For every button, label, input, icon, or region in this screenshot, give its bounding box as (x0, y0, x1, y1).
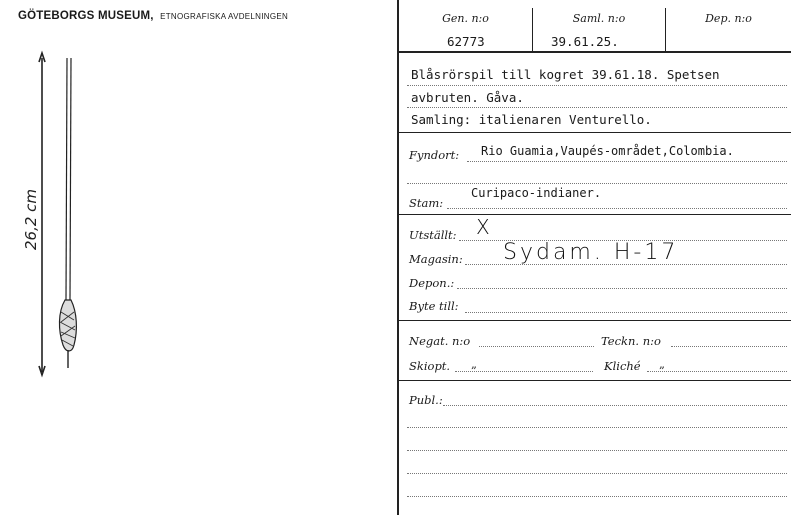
dart-shaft-left (66, 58, 67, 300)
magasin-label: Magasin: (409, 252, 463, 266)
dotted-rule (407, 473, 787, 474)
magasin-value: Sydam. H-17 (503, 240, 679, 265)
dotted-rule (447, 208, 787, 209)
museum-name: GÖTEBORGS MUSEUM, (18, 10, 154, 22)
dotted-rule (671, 346, 787, 347)
utstallt-label: Utställt: (409, 228, 457, 242)
dotted-rule (465, 312, 787, 313)
dotted-rule (407, 183, 787, 184)
kliche-ditto-mark: „ (659, 357, 665, 371)
skiopt-label: Skiopt. (409, 359, 451, 373)
fyndort-value: Rio Guamia,Vaupés-området,Colombia. (481, 144, 734, 158)
dotted-rule (407, 496, 787, 497)
gen-number-label: Gen. n:o (442, 12, 489, 25)
dotted-rule (457, 288, 787, 289)
dep-number-cell (665, 8, 791, 51)
section-rule (399, 214, 791, 215)
dart-shaft-right (70, 58, 71, 300)
description-line-3: Samling: italienaren Venturello. (411, 112, 652, 127)
saml-number-value: 39.61.25. (551, 34, 619, 49)
dotted-rule (455, 371, 593, 372)
dotted-rule (407, 427, 787, 428)
gen-number-value: 62773 (447, 34, 485, 49)
fyndort-label: Fyndort: (409, 148, 460, 162)
description-line-1: Blåsrörspil till kogret 39.61.18. Spetsen (411, 67, 720, 82)
museum-header (18, 6, 288, 24)
byte-till-label: Byte till: (409, 299, 459, 313)
department-name: ETNOGRAFISKA AVDELNINGEN (160, 12, 289, 21)
section-rule (399, 320, 791, 321)
dotted-rule (479, 346, 594, 347)
saml-number-label: Saml. n:o (572, 12, 626, 25)
dotted-rule (443, 405, 787, 406)
teckn-label: Teckn. n:o (601, 334, 661, 348)
dotted-rule (407, 450, 787, 451)
number-grid (399, 8, 791, 53)
utstallt-value: X (476, 215, 493, 239)
dotted-rule (465, 264, 787, 265)
negat-label: Negat. n:o (409, 334, 471, 348)
dotted-rule (467, 161, 787, 162)
dotted-rule (407, 107, 787, 108)
gen-number-cell (399, 8, 532, 51)
section-rule (399, 380, 791, 381)
measurement-label: 26,2 cm (22, 188, 40, 250)
kliche-label: Kliché (604, 359, 641, 373)
catalog-card (399, 0, 791, 515)
skiopt-ditto-mark: „ (471, 357, 477, 371)
depon-label: Depon.: (409, 276, 455, 290)
stam-value: Curipaco-indianer. (471, 186, 602, 200)
stam-label: Stam: (409, 196, 444, 210)
publ-label: Publ.: (409, 393, 443, 407)
section-rule (399, 132, 791, 133)
dotted-rule (407, 85, 787, 86)
description-line-2: avbruten. Gåva. (411, 90, 524, 105)
dep-number-label: Dep. n:o (705, 12, 752, 25)
blowgun-dart-drawing (22, 50, 88, 380)
saml-number-cell (532, 8, 665, 51)
dotted-rule (647, 371, 787, 372)
